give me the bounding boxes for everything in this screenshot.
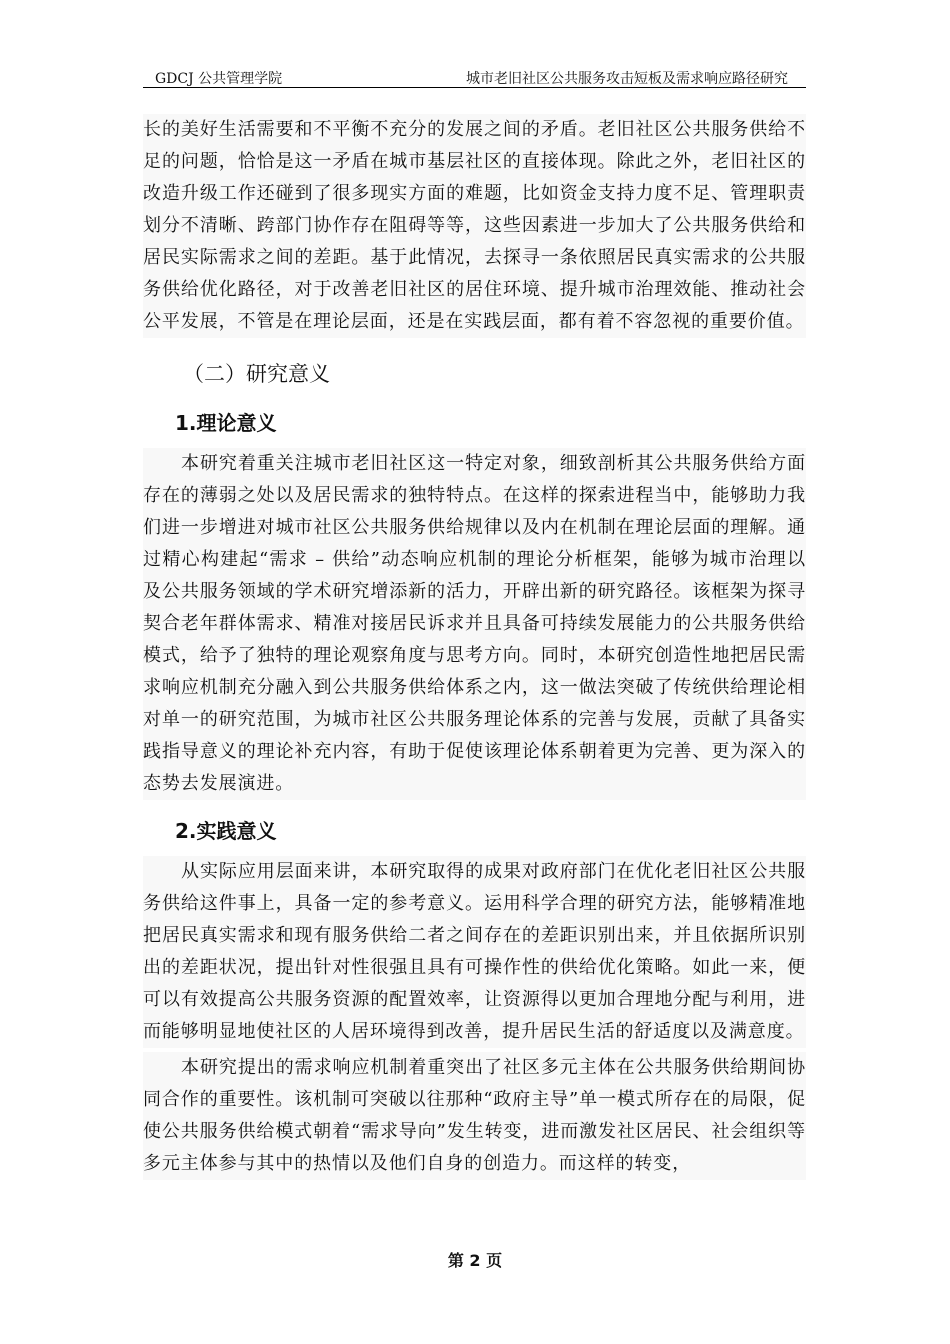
intro-paragraph: 长的美好生活需要和不平衡不充分的发展之间的矛盾。老旧社区公共服务供给不足的问题，恰恰是这一矛盾在城市基层社区的直接体现。除此之外，老旧社区的改造升级工作还碰到了很多现实方面的难题，比如资金支持力度不足、管理职责划分不清晰、跨部门协作存在阻碍等等，这些因素进一步加大了公共服务供给和居民实际需求之间的差距。基于此情况，去探寻一条依照居民真实需求的公共服务供给优化路径，对于改善老旧社区的居住环境、提升城市治理效能、推动社会公平发展，不管是在理论层面，还是在实践层面，都有着不容忽视的重要价值。	[143, 114, 806, 338]
theory-paragraph: 本研究着重关注城市老旧社区这一特定对象，细致剖析其公共服务供给方面存在的薄弱之处以及居民需求的独特特点。在这样的探索进程当中，能够助力我们进一步增进对城市社区公共服务供给规律以及内在机制在理论层面的理解。通过精心构建起“需求 – 供给”动态响应机制的理论分析框架，能够为城市治理以及公共服务领域的学术研究增添新的活力，开辟出新的研究路径。该框架为探寻契合老年群体需求、精准对接居民诉求并且具备可持续发展能力的公共服务供给模式，给予了独特的理论观察角度与思考方向。同时，本研究创造性地把居民需求响应机制充分融入到公共服务供给体系之内，这一做法突破了传统供给理论相对单一的研究范围，为城市社区公共服务理论体系的完善与发展，贡献了具备实践指导意义的理论补充内容，有助于促使该理论体系朝着更为完善、更为深入的态势去发展演进。	[143, 448, 806, 800]
header-rule	[143, 87, 806, 88]
running-header	[143, 66, 806, 88]
practice-paragraph-2: 本研究提出的需求响应机制着重突出了社区多元主体在公共服务供给期间协同合作的重要性。该机制可突破以往那种“政府主导”单一模式所存在的局限，促使公共服务供给模式朝着“需求导向”发生转变，进而激发社区居民、社会组织等多元主体参与其中的热情以及他们自身的创造力。而这样的转变，	[143, 1052, 806, 1180]
subheading-theoretical-significance: 1.理论意义	[175, 411, 277, 435]
page-number: 第 2 页	[447, 1251, 503, 1270]
document-body	[143, 114, 806, 1180]
section-heading-research-significance: （二）研究意义	[183, 362, 330, 386]
header-institution: GDCJ 公共管理学院	[155, 71, 283, 87]
practice-paragraph-1: 从实际应用层面来讲，本研究取得的成果对政府部门在优化老旧社区公共服务供给这件事上，具备一定的参考意义。运用科学合理的研究方法，能够精准地把居民真实需求和现有服务供给二者之间存在的差距识别出来，并且依据所识别出的差距状况，提出针对性很强且具有可操作性的供给优化策略。如此一来，便可以有效提高公共服务资源的配置效率，让资源得以更加合理地分配与利用，进而能够明显地使社区的人居环境得到改善，提升居民生活的舒适度以及满意度。	[143, 856, 806, 1048]
header-paper-title: 城市老旧社区公共服务攻击短板及需求响应路径研究	[466, 71, 788, 87]
subheading-practical-significance: 2.实践意义	[175, 819, 277, 843]
